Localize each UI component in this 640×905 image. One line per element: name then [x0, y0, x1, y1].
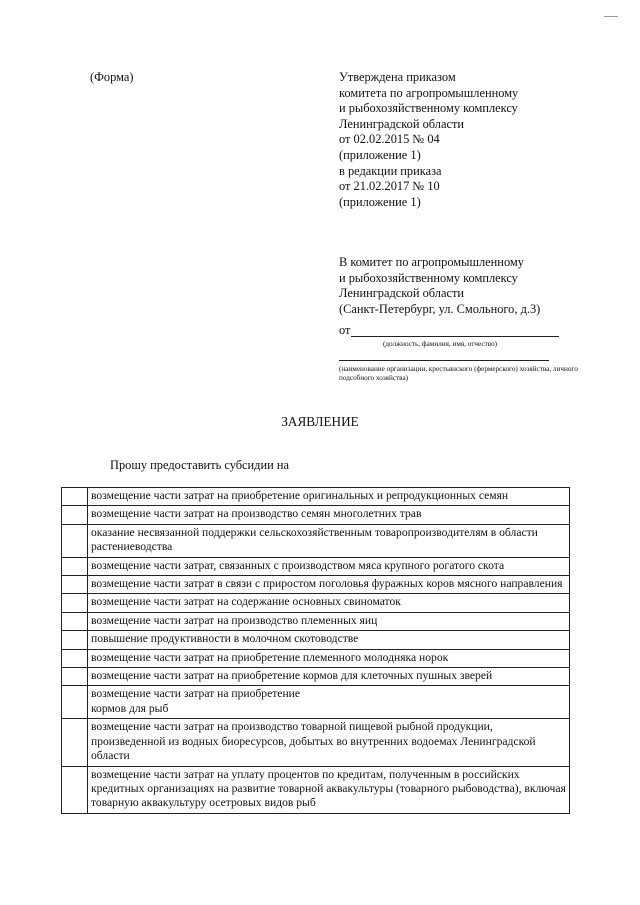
addressee-line: (Санкт-Петербург, ул. Смольного, д.3)	[339, 301, 541, 316]
subsidy-row	[62, 506, 570, 524]
approval-line: Ленинградской области	[339, 116, 465, 131]
approval-line: от 21.02.2017 № 10	[339, 179, 440, 194]
subsidy-checkbox-cell[interactable]	[62, 668, 88, 686]
subsidy-checkbox-cell[interactable]	[62, 524, 88, 557]
request-text: Прошу предоставить субсидии на	[110, 458, 289, 472]
subsidy-text: возмещение части затрат на приобретение племенного молодняка норок	[88, 649, 570, 667]
subsidy-text: возмещение части затрат на производство товарной пищевой рыбной продукции, произведенной из водных биоресурсов, добытых во внутренних водоемах Ленинградской области	[88, 719, 570, 766]
subsidy-row	[62, 612, 570, 630]
subsidy-row	[62, 686, 570, 719]
name-hint: (должность, фамилия, имя, отчество)	[383, 340, 498, 348]
approval-line: Утверждена приказом	[339, 70, 456, 84]
addressee-line: и рыбохозяйственному комплексу	[339, 270, 518, 285]
subsidy-text: возмещение части затрат на приобретение оригинальных и репродукционных семян	[88, 488, 570, 506]
subsidy-table	[61, 487, 570, 814]
subsidy-checkbox-cell[interactable]	[62, 506, 88, 524]
approval-block	[339, 70, 518, 210]
from-label: от	[339, 323, 351, 337]
approval-line: (приложение 1)	[339, 194, 421, 209]
subsidy-checkbox-cell[interactable]	[62, 557, 88, 575]
subsidy-text: возмещение части затрат на приобретение кормов для рыб	[88, 686, 570, 719]
approval-line: в редакции приказа	[339, 163, 442, 178]
subsidy-checkbox-cell[interactable]	[62, 686, 88, 719]
subsidy-row	[62, 766, 570, 813]
subsidy-checkbox-cell[interactable]	[62, 612, 88, 630]
subsidy-text: возмещение части затрат на уплату процентов по кредитам, полученным в российских кредитных организациях на развитие товарной аквакультуры (товарного рыбоводства), включая товарную аквакультуру осетровых видов рыб	[88, 766, 570, 813]
addressee-line: Ленинградской области	[339, 286, 465, 301]
subsidy-checkbox-cell[interactable]	[62, 719, 88, 766]
subsidy-row	[62, 488, 570, 506]
subsidy-checkbox-cell[interactable]	[62, 576, 88, 594]
subsidy-checkbox-cell[interactable]	[62, 488, 88, 506]
subsidy-text: возмещение части затрат на приобретение кормов для клеточных пушных зверей	[88, 668, 570, 686]
approval-line: и рыбохозяйственному комплексу	[339, 101, 518, 116]
subsidy-row	[62, 524, 570, 557]
subsidy-text: возмещение части затрат в связи с приростом поголовья фуражных коров мясного направления	[88, 576, 570, 594]
subsidy-text: возмещение части затрат, связанных с производством мяса крупного рогатого скота	[88, 557, 570, 575]
approval-line: от 02.02.2015 № 04	[339, 132, 440, 147]
organization-hint: (наименование организации, крестьянского (фермерского) хозяйства, личного подсобного хозяйства)	[339, 365, 578, 382]
name-underline	[351, 336, 559, 337]
subsidy-text: оказание несвязанной поддержки сельскохозяйственным товаропроизводителям в области растениеводства	[88, 524, 570, 557]
subsidy-checkbox-cell[interactable]	[62, 766, 88, 813]
subsidy-checkbox-cell[interactable]	[62, 649, 88, 667]
from-line	[339, 323, 350, 339]
subsidy-text: возмещение части затрат на производство племенных яиц	[88, 612, 570, 630]
subsidy-row	[62, 594, 570, 612]
subsidy-row	[62, 719, 570, 766]
subsidy-row	[62, 631, 570, 649]
subsidy-row	[62, 668, 570, 686]
addressee-block	[339, 255, 540, 317]
subsidy-checkbox-cell[interactable]	[62, 594, 88, 612]
subsidy-table-body	[62, 488, 570, 814]
organization-underline	[339, 360, 549, 361]
approval-line: (приложение 1)	[339, 147, 421, 162]
subsidy-row	[62, 649, 570, 667]
corner-mark	[604, 16, 618, 17]
document-title: ЗАЯВЛЕНИЕ	[281, 414, 359, 429]
subsidy-text: возмещение части затрат на содержание основных свиноматок	[88, 594, 570, 612]
subsidy-row	[62, 557, 570, 575]
subsidy-checkbox-cell[interactable]	[62, 631, 88, 649]
form-label: (Форма)	[90, 70, 134, 84]
subsidy-row	[62, 576, 570, 594]
approval-line: комитета по агропромышленному	[339, 85, 519, 100]
subsidy-text: возмещение части затрат на производство семян многолетних трав	[88, 506, 570, 524]
subsidy-text: повышение продуктивности в молочном скотоводстве	[88, 631, 570, 649]
addressee-line: В комитет по агропромышленному	[339, 255, 524, 269]
